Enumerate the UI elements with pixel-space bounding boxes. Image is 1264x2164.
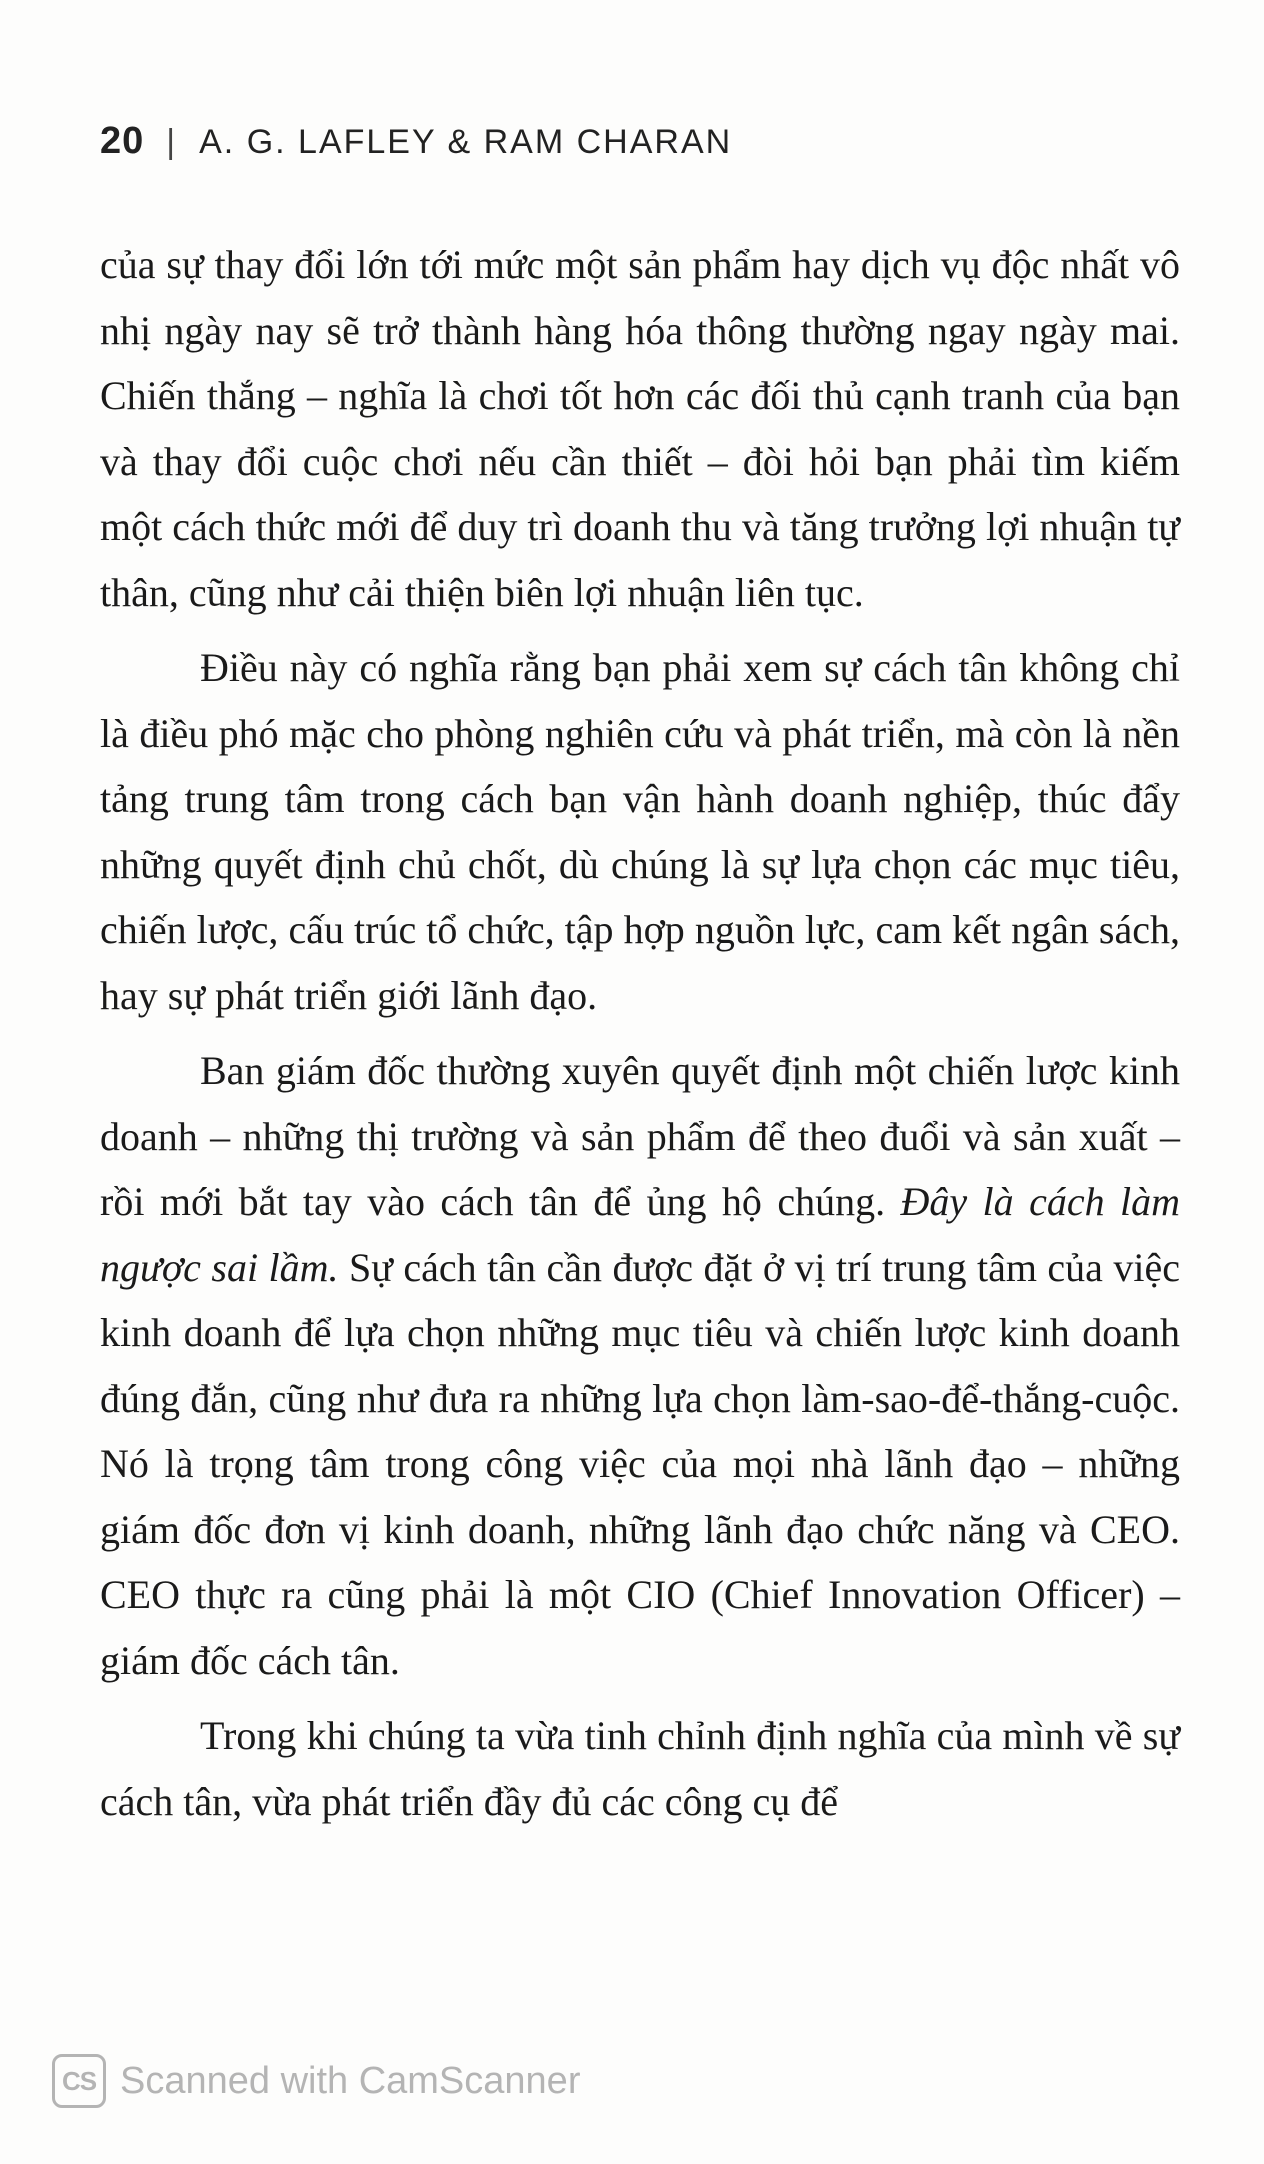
paragraph-text-continued: Sự cách tân cần được đặt ở vị trí trung tâm của việc kinh doanh để lựa chọn những mục tiêu và chiến lược kinh doanh đúng đắn, cũng như đưa ra những lựa chọn làm-sao-để-thắng-cuộc. Nó là trọng tâm trong công việc của mọi nhà lãnh đạo – những giám đốc đơn vị kinh doanh, những lãnh đạo chức năng và CEO. CEO thực ra cũng phải là một CIO (Chief Innovation Officer) – giám đốc cách tân. — [100, 1244, 1180, 1683]
italic-emphasis: Đây là cách làm ngược sai lầm. — [100, 1179, 1181, 1290]
watermark-text: Scanned with CamScanner — [120, 2059, 581, 2102]
paragraph-text: Trong khi chúng ta vừa tinh chỉnh định nghĩa của mình về sự cách tân, vừa phát triển đầy đủ các công cụ để — [100, 1713, 1180, 1824]
body-text — [100, 232, 1180, 1844]
paragraph-text: Điều này có nghĩa rằng bạn phải xem sự cách tân không chỉ là điều phó mặc cho phòng nghiên cứu và phát triển, mà còn là nền tảng trung tâm trong cách bạn vận hành doanh nghiệp, thúc đẩy những quyết định chủ chốt, dù chúng là sự lựa chọn các mục tiêu, chiến lược, cấu trúc tổ chức, tập hợp nguồn lực, cam kết ngân sách, hay sự phát triển giới lãnh đạo. — [100, 645, 1180, 1018]
page-number: 20 — [100, 120, 145, 162]
paragraph-2 — [100, 635, 1180, 1028]
paragraph-4 — [100, 1703, 1180, 1834]
header-authors: A. G. LAFLEY & RAM CHARAN — [199, 123, 733, 161]
paragraph-3 — [100, 1038, 1180, 1693]
camscanner-logo-icon: CS — [52, 2054, 106, 2108]
paragraph-text: Ban giám đốc thường xuyên quyết định một chiến lược kinh doanh – những thị trường và sản phẩm để theo đuổi và sản xuất – rồi mới bắt tay vào cách tân để ủng hộ chúng. — [100, 1048, 1180, 1224]
paragraph-1 — [100, 232, 1180, 625]
header-separator: | — [166, 123, 178, 161]
running-head — [100, 120, 732, 163]
scanner-watermark — [52, 2054, 580, 2108]
paragraph-text: của sự thay đổi lớn tới mức một sản phẩm hay dịch vụ độc nhất vô nhị ngày nay sẽ trở thành hàng hóa thông thường ngay ngày mai. Chiến thắng – nghĩa là chơi tốt hơn các đối thủ cạnh tranh của bạn và thay đổi cuộc chơi nếu cần thiết – đòi hỏi bạn phải tìm kiếm một cách thức mới để duy trì doanh thu và tăng trưởng lợi nhuận tự thân, cũng như cải thiện biên lợi nhuận liên tục. — [100, 242, 1180, 615]
